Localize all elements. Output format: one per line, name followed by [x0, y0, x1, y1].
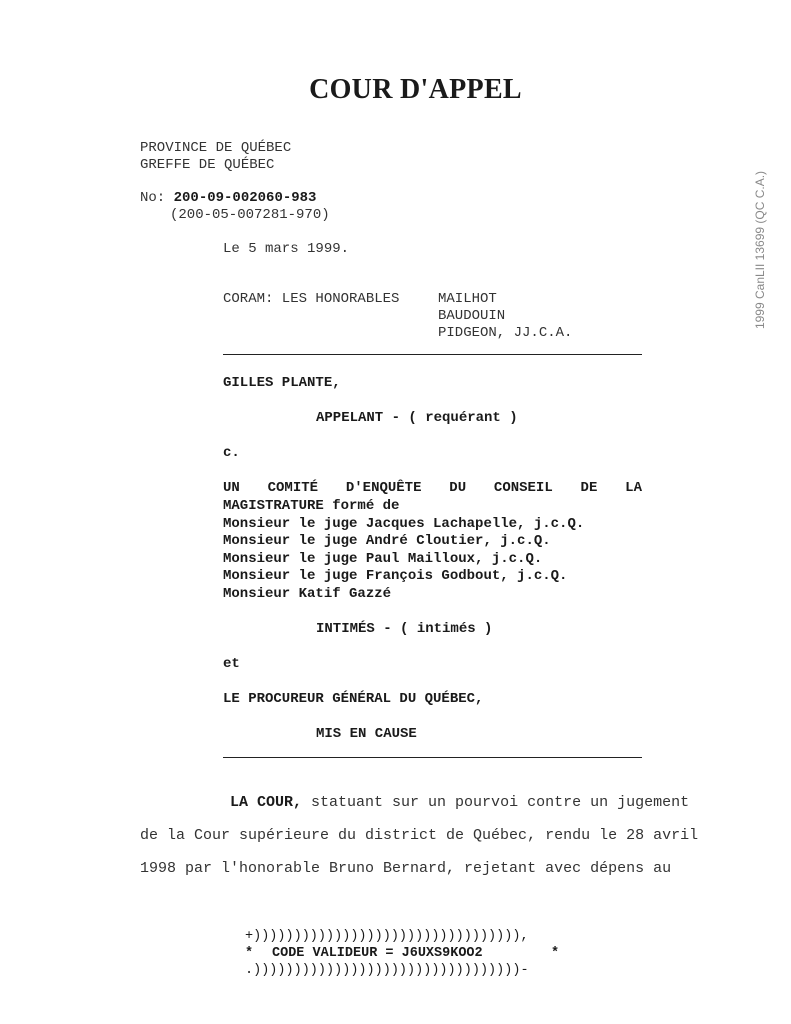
respondent-word: CONSEIL: [493, 480, 553, 496]
mis-en-cause-name: LE PROCUREUR GÉNÉRAL DU QUÉBEC,: [223, 691, 484, 707]
court-title: COUR D'APPEL: [309, 74, 522, 105]
respondent-word: LA: [625, 480, 642, 496]
respondent-word: DE: [580, 480, 598, 496]
validator-code: CODE VALIDEUR = J6UXS9KOO2: [272, 946, 483, 961]
respondent-word: DU: [449, 480, 467, 496]
coram-judge: MAILHOT: [438, 291, 497, 307]
paragraph-lead: LA COUR,: [230, 794, 303, 811]
paragraph-line: [140, 794, 700, 827]
validator-box-top: +))))))))))))))))))))))))))))))))),: [245, 929, 529, 944]
respondent-word: D'ENQUÊTE: [345, 480, 422, 496]
judgment-paragraph: [140, 794, 700, 893]
versus: c.: [223, 445, 240, 461]
respondent-role: INTIMÉS - ( intimés ): [316, 621, 493, 637]
file-number-sub: (200-05-007281-970): [170, 207, 330, 223]
validator-box-bottom: .)))))))))))))))))))))))))))))))))-: [245, 963, 529, 978]
divider-bottom: [223, 757, 642, 758]
paragraph-line: 1998 par l'honorable Bruno Bernard, rejetant avec dépens au: [140, 860, 672, 877]
and-connector: et: [223, 656, 240, 672]
file-number-value: 200-09-002060-983: [173, 190, 317, 206]
paragraph-line-text: statuant sur un pourvoi contre un jugement: [302, 794, 690, 811]
coram-judge: PIDGEON, JJ.C.A.: [438, 325, 573, 341]
respondent-line: Monsieur le juge Paul Mailloux, j.c.Q.: [223, 551, 543, 567]
respondent-line: Monsieur le juge François Godbout, j.c.Q.: [223, 568, 568, 584]
validator-star-right: *: [551, 946, 560, 961]
coram-label: CORAM: LES HONORABLES: [223, 291, 400, 307]
respondent-word: COMITÉ: [267, 480, 319, 496]
appellant-role: APPELANT - ( requérant ): [316, 410, 518, 426]
coram-judge: BAUDOUIN: [438, 308, 506, 324]
respondent-word: UN: [223, 480, 240, 496]
validator-star-left: *: [245, 946, 254, 961]
respondent-line: Monsieur le juge Jacques Lachapelle, j.c.Q.: [223, 516, 585, 532]
mis-en-cause-role: MIS EN CAUSE: [316, 726, 417, 742]
divider-top: [223, 354, 642, 355]
province-line: PROVINCE DE QUÉBEC: [140, 140, 292, 156]
respondent-line: Monsieur Katif Gazzé: [223, 586, 392, 602]
appellant-name: GILLES PLANTE,: [223, 375, 341, 391]
canlii-citation: 1999 CanLII 13699 (QC C.A.): [753, 170, 767, 330]
respondent-line: MAGISTRATURE formé de: [223, 498, 400, 514]
file-number-label: No:: [140, 190, 166, 206]
file-number: [140, 190, 316, 206]
respondent-first-line: [223, 480, 642, 496]
registry-line: GREFFE DE QUÉBEC: [140, 157, 275, 173]
paragraph-line: de la Cour supérieure du district de Québec, rendu le 28 avril: [140, 827, 699, 844]
decision-date: Le 5 mars 1999.: [223, 241, 350, 257]
respondent-line: Monsieur le juge André Cloutier, j.c.Q.: [223, 533, 551, 549]
